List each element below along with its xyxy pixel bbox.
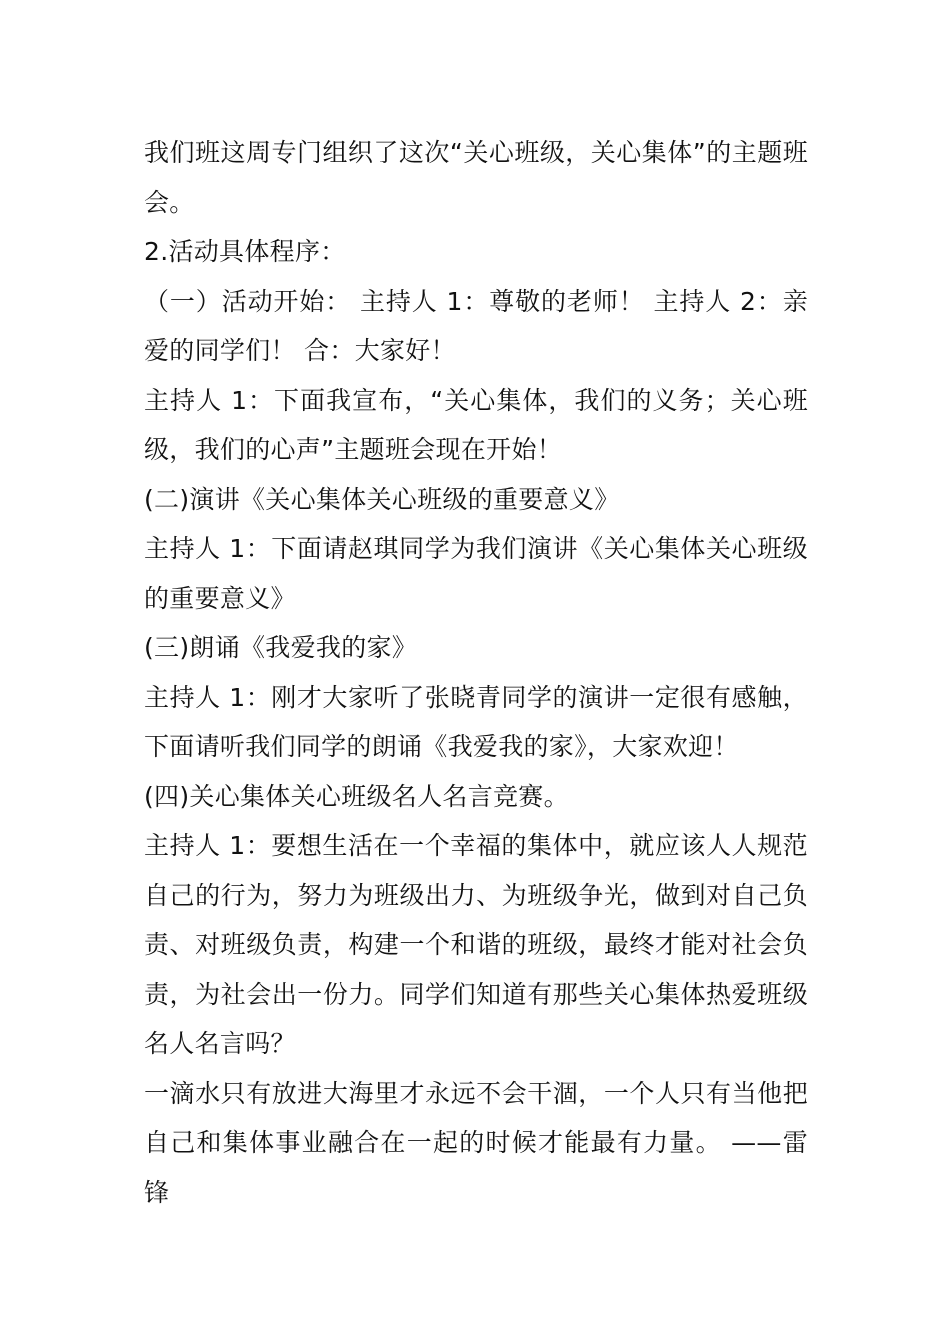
- document-body: [144, 128, 808, 1217]
- paragraph-lei-feng-quote: 一滴水只有放进大海里才永远不会干涸，一个人只有当他把自己和集体事业融合在一起的时候才能最有力量。 ——雷锋: [144, 1078, 808, 1207]
- paragraph-recitation-intro: 主持人 1：刚才大家听了张晓青同学的演讲一定很有感触，下面请听我们同学的朗诵《我爱我的家》，大家欢迎！: [144, 682, 808, 761]
- paragraph-host-announcement: 主持人 1：下面我宣布，“关心集体，我们的义务；关心班级，我们的心声”主题班会现在开始！: [144, 385, 808, 464]
- paragraph-speech-intro: 主持人 1：下面请赵琪同学为我们演讲《关心集体关心班级的重要意义》: [144, 534, 808, 613]
- paragraph-section-one: （一）活动开始： 主持人 1：尊敬的老师！ 主持人 2：亲爱的同学们！ 合：大家好！: [144, 286, 808, 365]
- paragraph-intro: 我们班这周专门组织了这次“关心班级，关心集体”的主题班会。: [144, 138, 808, 217]
- paragraph-quote-contest-intro: 主持人 1：要想生活在一个幸福的集体中，就应该人人规范自己的行为，努力为班级出力、为班级争光，做到对自己负责、对班级负责，构建一个和谐的班级，最终才能对社会负责，为社会出一份力。同学们知道有那些关心集体热爱班级名人名言吗？: [144, 831, 808, 1058]
- paragraph-section-four: (四)关心集体关心班级名人名言竞赛。: [144, 781, 569, 811]
- paragraph-section-two: (二)演讲《关心集体关心班级的重要意义》: [144, 484, 620, 514]
- paragraph-procedure-heading: 2.活动具体程序：: [144, 237, 346, 266]
- paragraph-section-three: (三)朗诵《我爱我的家》: [144, 633, 418, 662]
